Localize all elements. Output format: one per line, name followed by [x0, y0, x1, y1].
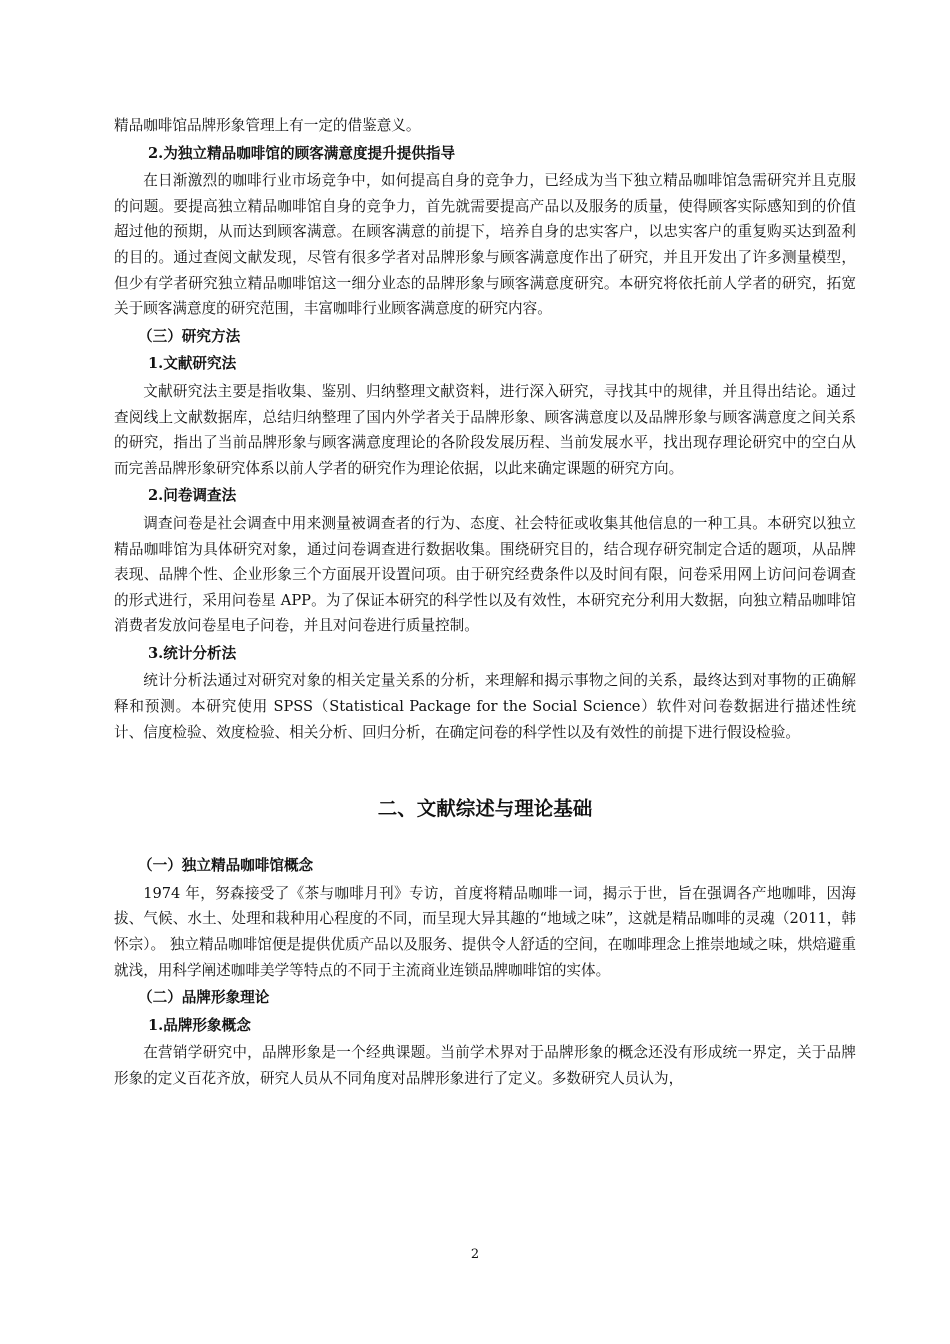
- heading-research-methods: （三）研究方法: [138, 327, 241, 345]
- page-content: [114, 113, 856, 1092]
- paragraph-concept-specialty-cafe: 1974 年，努森接受了《茶与咖啡月刊》专访，首度将精品咖啡一词，揭示于世，旨在强调各产地咖啡，因海拔、气候、水土、处理和栽种用心程度的不同，而呈现大异其趣的“地域之味”，这就是精品咖啡的灵魂（2011，韩怀宗）。 独立精品咖啡馆便是提供优质产品以及服务、提供令人舒适的空间，在咖啡理念上推崇地域之味，烘焙避重就浅，用科学阐述咖啡美学等特点的不同于主流商业连锁品牌咖啡馆的实体。: [114, 884, 856, 979]
- chapter-title: 二、文献综述与理论基础: [377, 797, 593, 821]
- heading-significance-2: 2.为独立精品咖啡馆的顾客满意度提升提供指导: [148, 144, 456, 162]
- paragraph-method-questionnaire: 调查问卷是社会调查中用来测量被调查者的行为、态度、社会特征或收集其他信息的一种工具。本研究以独立精品咖啡馆为具体研究对象，通过问卷调查进行数据收集。围绕研究目的，结合现存研究制定合适的题项，从品牌表现、品牌个性、企业形象三个方面展开设置问项。由于研究经费条件以及时间有限，问卷采用网上访问问卷调查的形式进行，采用问卷星 APP。为了保证本研究的科学性以及有效性，本研究充分利用大数据，向独立精品咖啡馆消费者发放问卷星电子问卷，并且对问卷进行质量控制。: [114, 514, 856, 635]
- paragraph-brand-image-concept: 在营销学研究中，品牌形象是一个经典课题。当前学术界对于品牌形象的概念还没有形成统一界定，关于品牌形象的定义百花齐放，研究人员从不同角度对品牌形象进行了定义。多数研究人员认为，: [114, 1044, 856, 1087]
- paragraph-method-statistics: 统计分析法通过对研究对象的相关定量关系的分析，来理解和揭示事物之间的关系，最终达到对事物的正确解释和预测。本研究使用 SPSS（Statistical Package for the Social Science）软件对问卷数据进行描述性统计、信度检验、效度检验、相关分析、回归分析，在确定问卷的科学性以及有效性的前提下进行假设检验。: [114, 672, 856, 741]
- paragraph-method-literature: 文献研究法主要是指收集、鉴别、归纳整理文献资料，进行深入研究，寻找其中的规律，并且得出结论。通过查阅线上文献数据库，总结归纳整理了国内外学者关于品牌形象、顾客满意度以及品牌形象与顾客满意度之间关系的研究，指出了当前品牌形象与顾客满意度理论的各阶段发展历程、当前发展水平，找出现存理论研究中的空白从而完善品牌形象研究体系以前人学者的研究作为理论依据，以此来确定课题的研究方向。: [114, 382, 856, 477]
- heading-concept-specialty-cafe: （一）独立精品咖啡馆概念: [138, 857, 314, 875]
- heading-method-statistics: 3.统计分析法: [148, 644, 237, 662]
- heading-brand-image-theory: （二）品牌形象理论: [138, 989, 270, 1007]
- heading-method-literature: 1.文献研究法: [148, 355, 237, 373]
- page-number: 2: [470, 1247, 480, 1262]
- paragraph-intro-tail: 精品咖啡馆品牌形象管理上有一定的借鉴意义。: [114, 117, 421, 134]
- heading-brand-image-concept: 1.品牌形象概念: [148, 1016, 251, 1034]
- heading-method-questionnaire: 2.问卷调查法: [148, 487, 237, 505]
- paragraph-significance-2: 在日渐激烈的咖啡行业市场竞争中，如何提高自身的竞争力，已经成为当下独立精品咖啡馆急需研究并且克服的问题。要提高独立精品咖啡馆自身的竞争力，首先就需要提高产品以及服务的质量，使得顾客实际感知到的价值超过他的预期，从而达到顾客满意。在顾客满意的前提下，培养自身的忠实客户，以忠实客户的重复购买达到盈利的目的。通过查阅文献发现，尽管有很多学者对品牌形象与顾客满意度作出了研究，并且开发出了许多测量模型，但少有学者研究独立精品咖啡馆这一细分业态的品牌形象与顾客满意度研究。本研究将依托前人学者的研究，拓宽关于顾客满意度的研究范围，丰富咖啡行业顾客满意度的研究内容。: [114, 172, 856, 318]
